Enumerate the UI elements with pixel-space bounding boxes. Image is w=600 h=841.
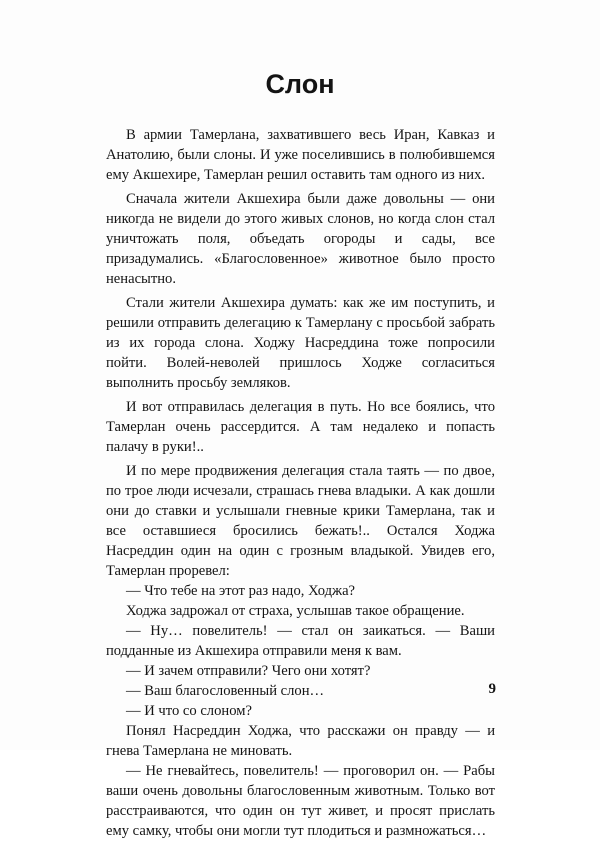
dialogue-line: — Ну… повелитель! — стал он заикаться. — Ваши подданные из Акшехира отправили меня к вам. xyxy=(106,623,495,659)
dialogue-line: — Что тебе на этот раз надо, Ходжа? xyxy=(126,583,356,599)
body-text xyxy=(106,125,495,841)
paragraph: И по мере продвижения делегация стала таять — по двое, по трое люди исчезали, страшась гнева владыки. А как дошли они до ставки и услышали гневные крики Тамерлана, так и все оставшиеся бросились бежать!.. Остался Ходжа Насреддин один на один с грозным владыкой. Увидев его, Тамерлан проревел: xyxy=(106,463,495,579)
paragraph: Сначала жители Акшехира были даже довольны — они никогда не видели до этого живых слонов, но когда слон стал уничтожать поля, объедать огороды и сады, все призадумались. «Благословенное» животное было просто ненасытно. xyxy=(106,191,495,287)
paragraph: В армии Тамерлана, захватившего весь Иран, Кавказ и Анатолию, были слоны. И уже поселившись в полюбившемся ему Акшехире, Тамерлан решил оставить там одного из них. xyxy=(106,127,495,183)
dialogue-line: — И что со слоном? xyxy=(126,703,252,719)
chapter-title: Слон xyxy=(265,69,335,99)
page-number: 9 xyxy=(488,681,496,697)
paragraph: И вот отправилась делегация в путь. Но все боялись, что Тамерлан очень рассердится. А там недалеко и попасть палачу в руки!.. xyxy=(106,399,495,455)
dialogue-line: — Не гневайтесь, повелитель! — проговорил он. — Рабы ваши очень довольны благословенным животным. Только вот расстраиваются, что один он тут живет, и просят прислать ему самку, чтобы они могли тут плодиться и размножаться… xyxy=(106,763,495,839)
paragraph: Стали жители Акшехира думать: как же им поступить, и решили отправить делегацию к Тамерлану с просьбой забрать из их города слона. Ходжу Насреддина тоже попросили пойти. Волей-неволей пришлось Ходже согласиться выполнить просьбу земляков. xyxy=(106,295,495,391)
paragraph: Понял Насреддин Ходжа, что расскажи он правду — и гнева Тамерлана не миновать. xyxy=(106,723,495,759)
dialogue-line: — И зачем отправили? Чего они хотят? xyxy=(126,663,371,679)
dialogue-line: — Ваш благословенный слон… xyxy=(126,683,325,699)
paragraph: Ходжа задрожал от страха, услышав такое обращение. xyxy=(126,603,465,619)
